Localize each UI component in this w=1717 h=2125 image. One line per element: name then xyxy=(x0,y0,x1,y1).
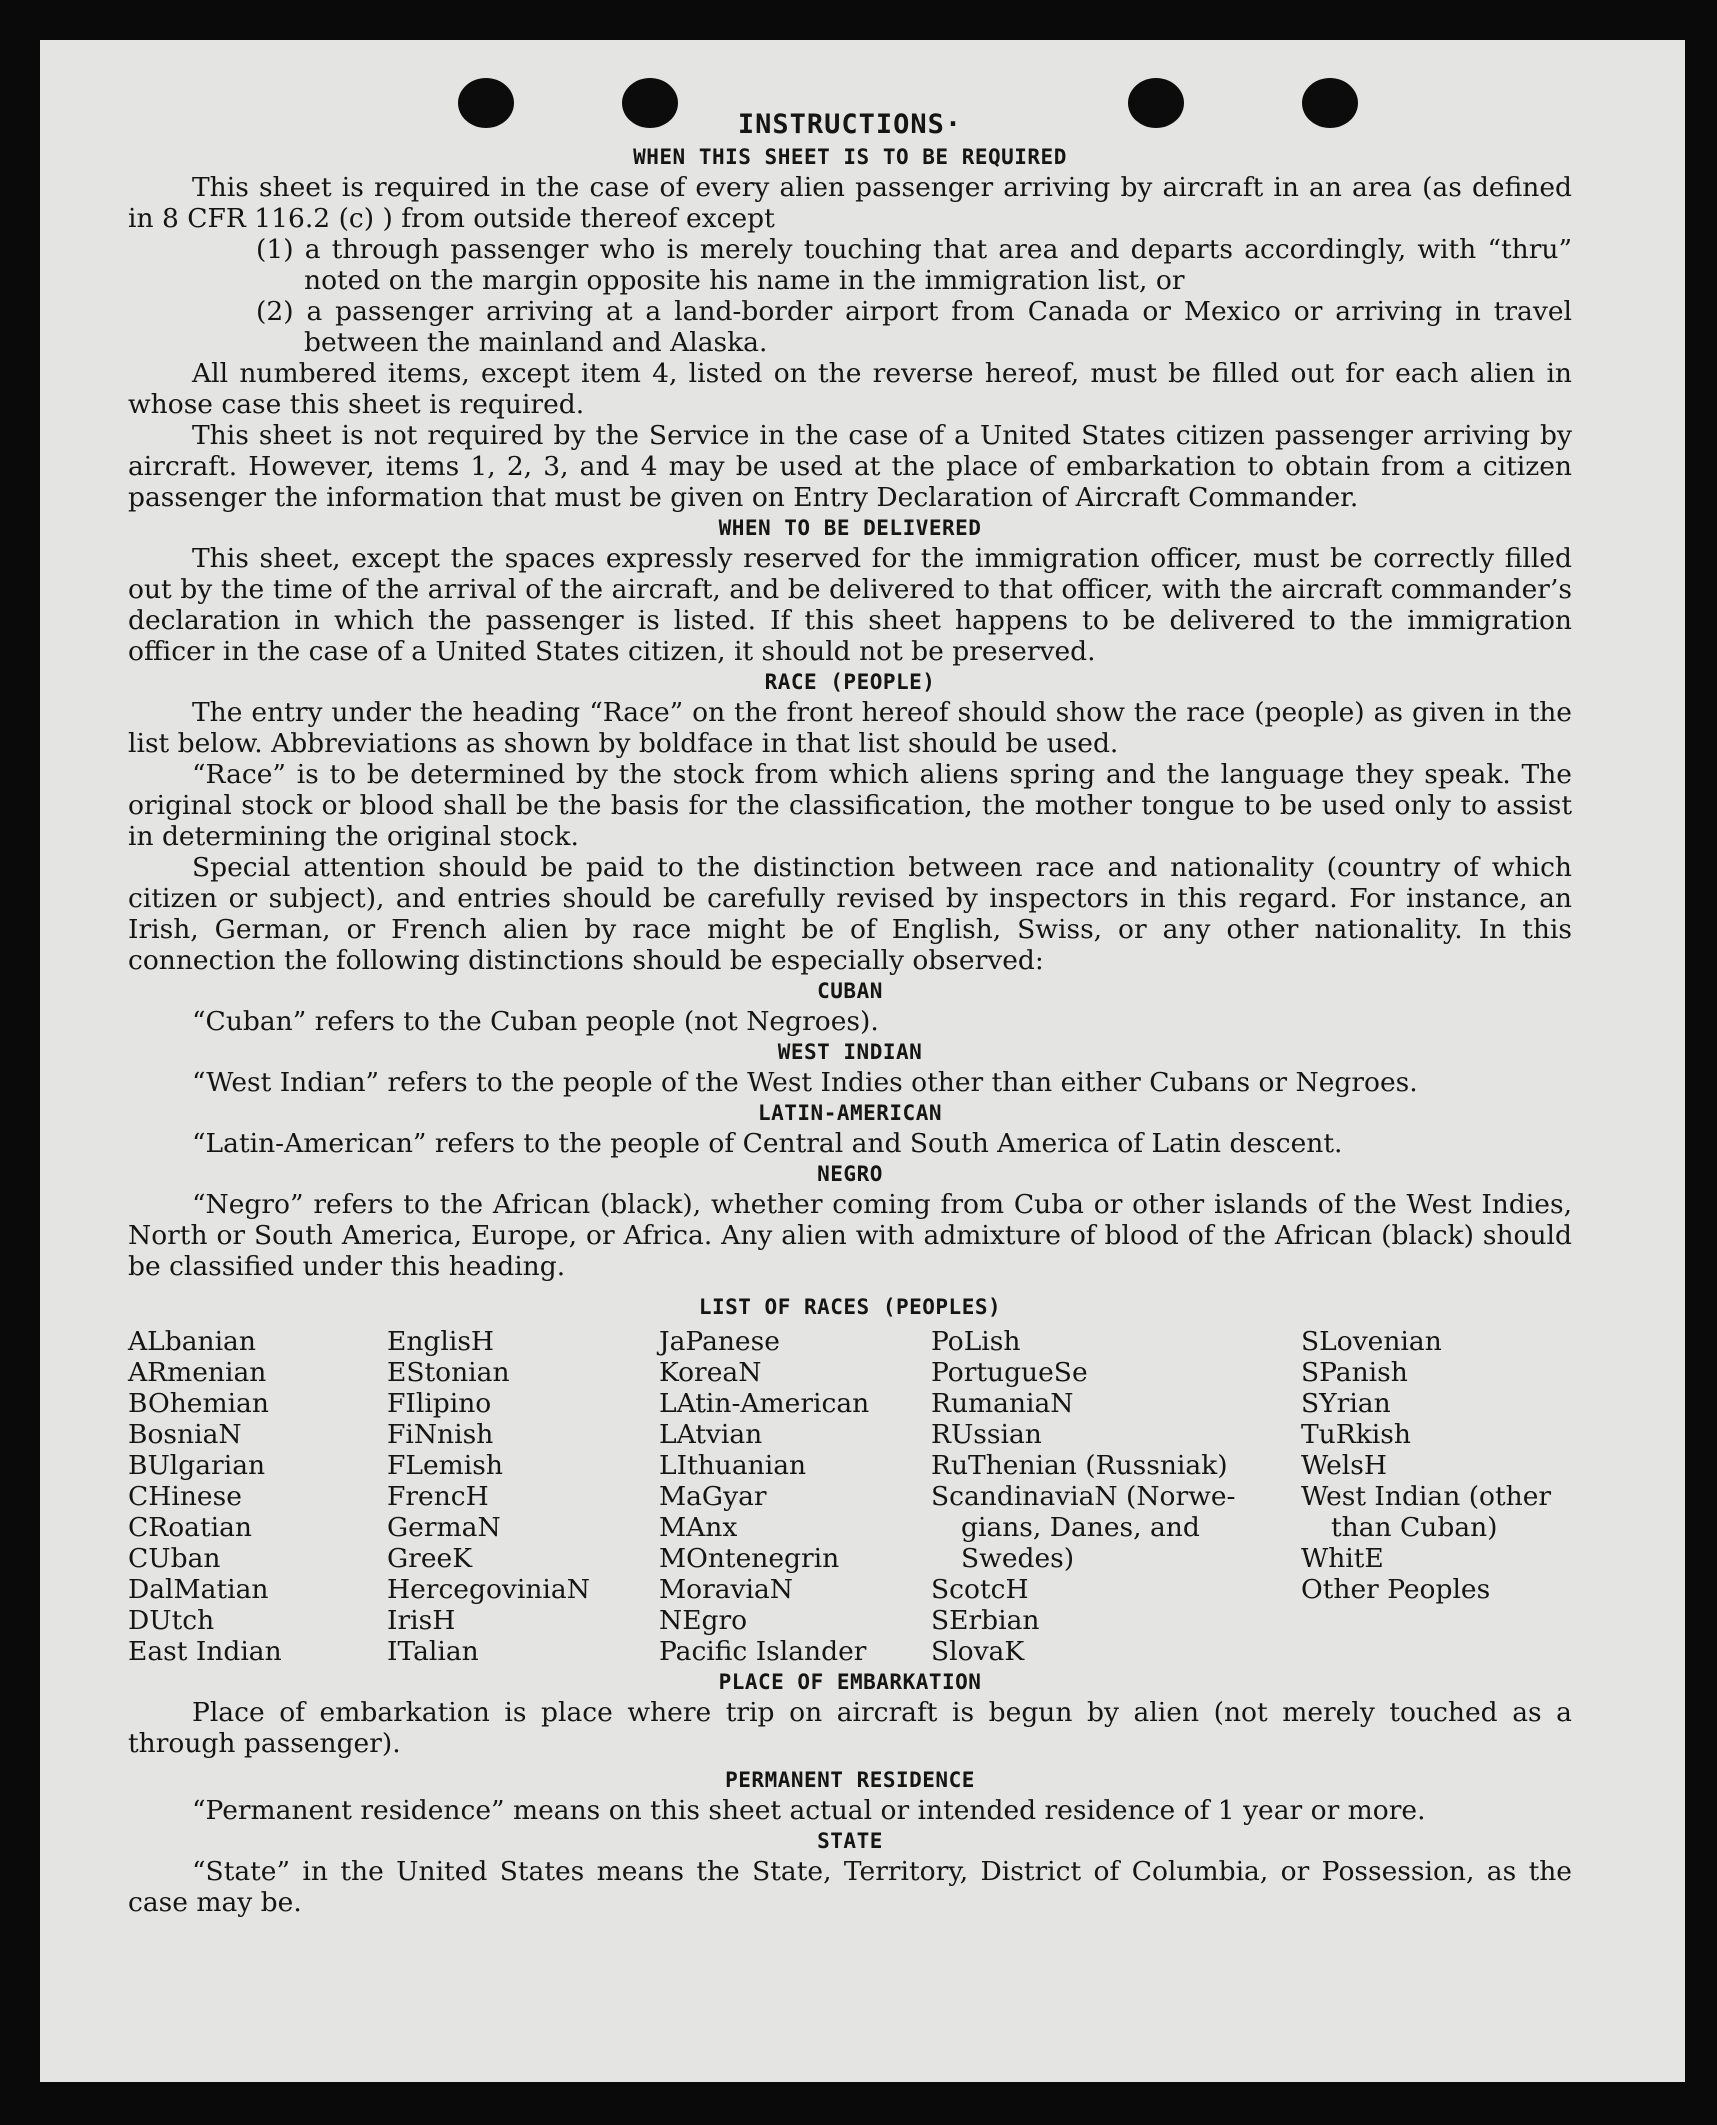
race-item: Pacific Islander xyxy=(659,1636,867,1667)
race-item: CHinese xyxy=(128,1481,242,1512)
heading-latin-american: LATIN-AMERICAN xyxy=(757,1101,942,1125)
race-item: FrencH xyxy=(387,1481,489,1512)
race-item: SYrian xyxy=(1301,1388,1391,1419)
instructions-body xyxy=(128,108,1572,1918)
race-item-continued: gians, Danes, and xyxy=(961,1512,1200,1543)
race-item: MAnx xyxy=(659,1512,738,1543)
heading-race: RACE (PEOPLE) xyxy=(764,670,936,694)
races-column xyxy=(128,1326,387,1667)
race-item: JaPanese xyxy=(659,1326,780,1357)
paragraph: “Cuban” refers to the Cuban people (not Negroes). xyxy=(192,1006,879,1037)
race-item: ARmenian xyxy=(128,1357,267,1388)
paragraph: Special attention should be paid to the distinction between race and nationality (country of which citizen or subject), and entries should be carefully revised by inspectors in this regard. For instance, an Irish, German, or French alien by race might be of English, Swiss, or any other nationality. In this connection the following distinctions should be especially observed: xyxy=(128,852,1572,976)
race-item: BUlgarian xyxy=(128,1450,266,1481)
heading-when-required: WHEN THIS SHEET IS TO BE REQUIRED xyxy=(633,145,1067,169)
race-item: BOhemian xyxy=(128,1388,269,1419)
heading-place-of-embarkation: PLACE OF EMBARKATION xyxy=(718,1670,982,1694)
paragraph: “Latin-American” refers to the people of Central and South America of Latin descent. xyxy=(192,1128,1343,1159)
paragraph: This sheet is not required by the Service in the case of a United States citizen passenger arriving by aircraft. However, items 1, 2, 3, and 4 may be used at the place of embarkation to obtain from a citizen passenger the information that must be given on Entry Declaration of Aircraft Commander. xyxy=(128,420,1572,513)
race-item: PortugueSe xyxy=(931,1357,1088,1388)
race-item: DalMatian xyxy=(128,1574,269,1605)
paragraph: “Negro” refers to the African (black), whether coming from Cuba or other islands of the West Indies, North or South America, Europe, or Africa. Any alien with admixture of blood of the African (black) should be classified under this heading. xyxy=(128,1189,1572,1282)
paragraph: This sheet, except the spaces expressly reserved for the immigration officer, must be correctly filled out by the time of the arrival of the aircraft, and be delivered to that officer, with the aircraft commander’s declaration in which the passenger is listed. If this sheet happens to be delivered to the immigration officer in the case of a United States citizen, it should not be preserved. xyxy=(128,543,1572,667)
race-item: DUtch xyxy=(128,1605,215,1636)
list-item: (2) a passenger arriving at a land-border airport from Canada or Mexico or arriving in travel between the mainland and Alaska. xyxy=(256,296,1572,358)
race-item: WelsH xyxy=(1301,1450,1387,1481)
race-item: CUban xyxy=(128,1543,221,1574)
race-item: RumaniaN xyxy=(931,1388,1074,1419)
race-item: LIthuanian xyxy=(659,1450,807,1481)
race-item: BosniaN xyxy=(128,1419,242,1450)
paragraph: “West Indian” refers to the people of the West Indies other than either Cubans or Negroes. xyxy=(192,1067,1418,1098)
race-item: KoreaN xyxy=(659,1357,762,1388)
race-item: MOntenegrin xyxy=(659,1543,840,1574)
race-item: Other Peoples xyxy=(1301,1574,1491,1605)
list-item: (1) a through passenger who is merely touching that area and departs accordingly, with “thru” noted on the margin opposite his name in the immigration list, or xyxy=(256,234,1572,296)
document-page xyxy=(40,40,1685,2082)
race-item: TuRkish xyxy=(1301,1419,1411,1450)
race-item: LAtvian xyxy=(659,1419,763,1450)
races-list xyxy=(128,1326,1572,1667)
race-item: ALbanian xyxy=(128,1326,256,1357)
race-item: GreeK xyxy=(387,1543,472,1574)
race-item: ITalian xyxy=(387,1636,479,1667)
paragraph: The entry under the heading “Race” on the front hereof should show the race (people) as given in the list below. Abbreviations as shown by boldface in that list should be used. xyxy=(128,697,1572,759)
race-item: SlovaK xyxy=(931,1636,1025,1667)
race-item: FIlipino xyxy=(387,1388,492,1419)
paragraph: All numbered items, except item 4, listed on the reverse hereof, must be filled out for each alien in whose case this sheet is required. xyxy=(128,358,1572,420)
race-item-continued: than Cuban) xyxy=(1331,1512,1498,1543)
race-item: WhitE xyxy=(1301,1543,1384,1574)
paragraph: Place of embarkation is place where trip on aircraft is begun by alien (not merely touched as a through passenger). xyxy=(128,1697,1572,1759)
race-item: MoraviaN xyxy=(659,1574,793,1605)
race-item: EnglisH xyxy=(387,1326,495,1357)
paragraph: “State” in the United States means the State, Territory, District of Columbia, or Possession, as the case may be. xyxy=(128,1856,1572,1918)
race-item: FLemish xyxy=(387,1450,503,1481)
paragraph: “Race” is to be determined by the stock from which aliens spring and the language they speak. The original stock or blood shall be the basis for the classification, the mother tongue to be used only to assist in determining the original stock. xyxy=(128,759,1572,852)
race-item: West Indian (other xyxy=(1301,1481,1552,1512)
race-item: RuThenian (Russniak) xyxy=(931,1450,1228,1481)
race-item: ScandinaviaN (Norwe- xyxy=(931,1481,1236,1512)
race-item: NEgro xyxy=(659,1605,748,1636)
race-item: GermaN xyxy=(387,1512,501,1543)
heading-cuban: CUBAN xyxy=(817,979,883,1003)
race-item: EStonian xyxy=(387,1357,510,1388)
race-item: SLovenian xyxy=(1301,1326,1442,1357)
race-item: MaGyar xyxy=(659,1481,767,1512)
race-item: FiNnish xyxy=(387,1419,494,1450)
races-column xyxy=(387,1326,659,1667)
race-item: East Indian xyxy=(128,1636,282,1667)
heading-permanent-residence: PERMANENT RESIDENCE xyxy=(725,1768,975,1792)
race-item: IrisH xyxy=(387,1605,456,1636)
heading-negro: NEGRO xyxy=(817,1162,883,1186)
heading-west-indian: WEST INDIAN xyxy=(777,1040,923,1064)
races-column xyxy=(659,1326,931,1667)
page-title: INSTRUCTIONS· xyxy=(737,109,963,140)
paragraph: This sheet is required in the case of every alien passenger arriving by aircraft in an area (as defined in 8 CFR 116.2 (c) ) from outside thereof except xyxy=(128,172,1572,234)
race-item: CRoatian xyxy=(128,1512,252,1543)
paragraph: “Permanent residence” means on this sheet actual or intended residence of 1 year or more. xyxy=(192,1795,1426,1826)
race-item: HercegoviniaN xyxy=(387,1574,590,1605)
heading-list-of-races: LIST OF RACES (PEOPLES) xyxy=(698,1295,1002,1319)
race-item: RUssian xyxy=(931,1419,1042,1450)
races-column xyxy=(1301,1326,1572,1667)
heading-when-delivered: WHEN TO BE DELIVERED xyxy=(718,516,982,540)
race-item: LAtin-American xyxy=(659,1388,870,1419)
heading-state: STATE xyxy=(817,1829,883,1853)
races-column xyxy=(931,1326,1301,1667)
race-item-continued: Swedes) xyxy=(961,1543,1075,1574)
race-item: SPanish xyxy=(1301,1357,1408,1388)
race-item: ScotcH xyxy=(931,1574,1029,1605)
race-item: PoLish xyxy=(931,1326,1021,1357)
race-item: SErbian xyxy=(931,1605,1040,1636)
